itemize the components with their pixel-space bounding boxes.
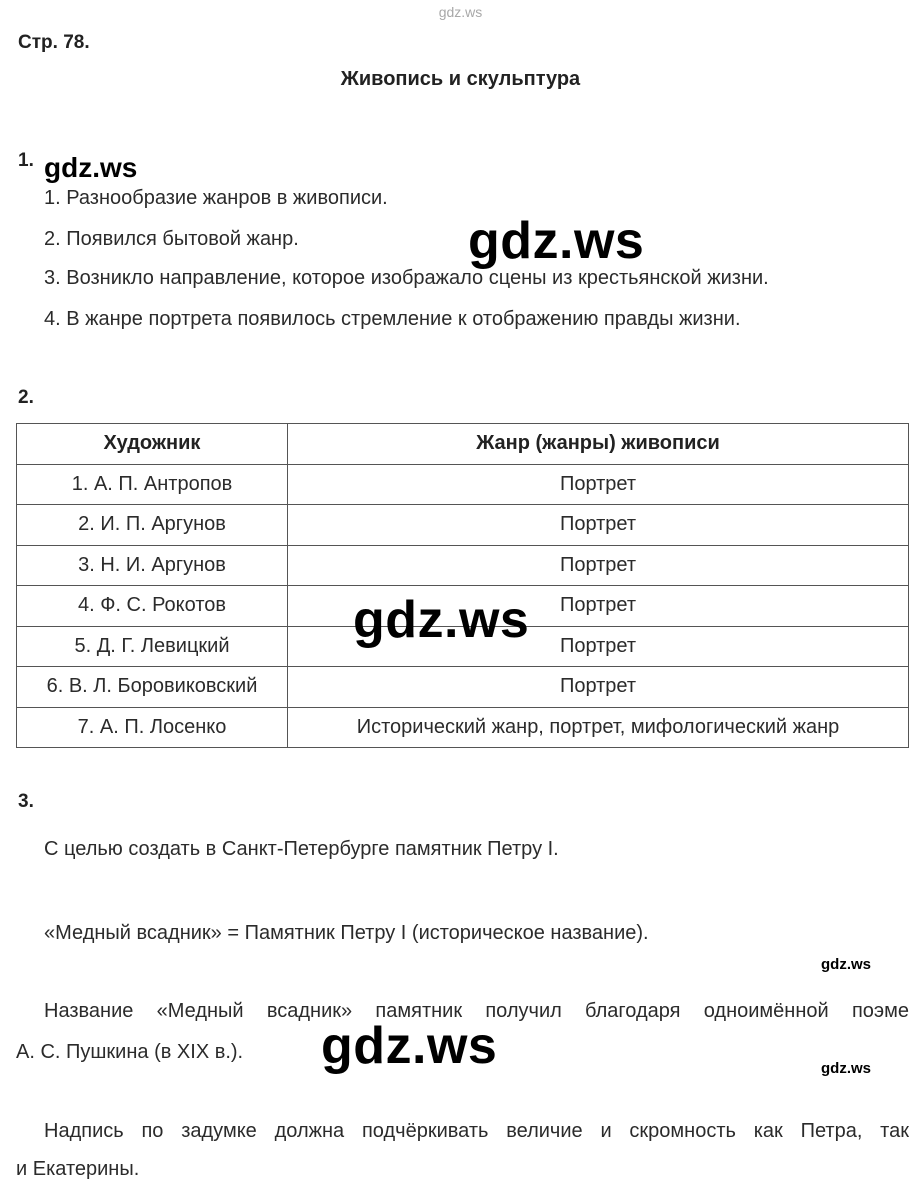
table-cell-genre: Портрет (288, 545, 909, 586)
table-row (17, 505, 909, 546)
table-cell-genre: Портрет (288, 505, 909, 546)
table-cell-artist: 7. А. П. Лосенко (17, 707, 288, 748)
watermark-small-2: gdz.ws (821, 1060, 872, 1077)
table-cell-genre: Портрет (288, 586, 909, 627)
section-1-item-4: 4. В жанре портрета появилось стремление к отображению правды жизни. (44, 308, 741, 330)
section-3-paragraph-2: «Медный всадник» = Памятник Петру I (историческое название). (44, 922, 649, 944)
table-cell-artist: 1. А. П. Антропов (17, 464, 288, 505)
table-row (17, 667, 909, 708)
table-header-genre: Жанр (жанры) живописи (288, 424, 909, 465)
table-header-row (17, 424, 909, 465)
page-number: Стр. 78. (18, 32, 90, 53)
section-3-paragraph-4-line-1: Надпись по задумке должна подчёркивать величие и скромность как Петра, так (44, 1120, 909, 1142)
table-cell-artist: 6. В. Л. Боровиковский (17, 667, 288, 708)
table-cell-genre: Портрет (288, 667, 909, 708)
section-1-item-3: 3. Возникло направление, которое изображало сцены из крестьянской жизни. (44, 267, 769, 289)
section-3-paragraph-1: С целью создать в Санкт-Петербурге памятник Петру I. (44, 838, 559, 860)
artists-table (16, 423, 909, 748)
table-cell-artist: 2. И. П. Аргунов (17, 505, 288, 546)
table-cell-artist: 3. Н. И. Аргунов (17, 545, 288, 586)
section-2-number: 2. (18, 387, 34, 408)
watermark-large-2: gdz.ws (353, 591, 530, 649)
table-cell-genre: Портрет (288, 464, 909, 505)
table-row (17, 707, 909, 748)
watermark-section-1: gdz.ws (44, 152, 138, 183)
table-row (17, 464, 909, 505)
section-3-paragraph-4-line-2: и Екатерины. (16, 1158, 140, 1180)
table-row (17, 545, 909, 586)
table-cell-genre: Исторический жанр, портрет, мифологический жанр (288, 707, 909, 748)
table-cell-artist: 5. Д. Г. Левицкий (17, 626, 288, 667)
watermark-small-1: gdz.ws (821, 956, 872, 973)
table-header-artist: Художник (17, 424, 288, 465)
section-3-paragraph-3-line-1: Название «Медный всадник» памятник получил благодаря одноимённой поэме (44, 1000, 909, 1022)
section-1-number: 1. (18, 150, 34, 171)
section-1-item-1: 1. Разнообразие жанров в живописи. (44, 187, 388, 209)
section-3-number: 3. (18, 791, 34, 812)
page-title: Живопись и скульптура (340, 68, 581, 90)
table-cell-genre: Портрет (288, 626, 909, 667)
section-1-item-2: 2. Появился бытовой жанр. (44, 228, 299, 250)
watermark-large-3: gdz.ws (321, 1017, 498, 1075)
table-cell-artist: 4. Ф. С. Рокотов (17, 586, 288, 627)
watermark-top: gdz.ws (438, 4, 483, 20)
watermark-large-1: gdz.ws (468, 212, 645, 270)
section-3-paragraph-3-line-2: А. С. Пушкина (в XIX в.). (16, 1041, 244, 1063)
